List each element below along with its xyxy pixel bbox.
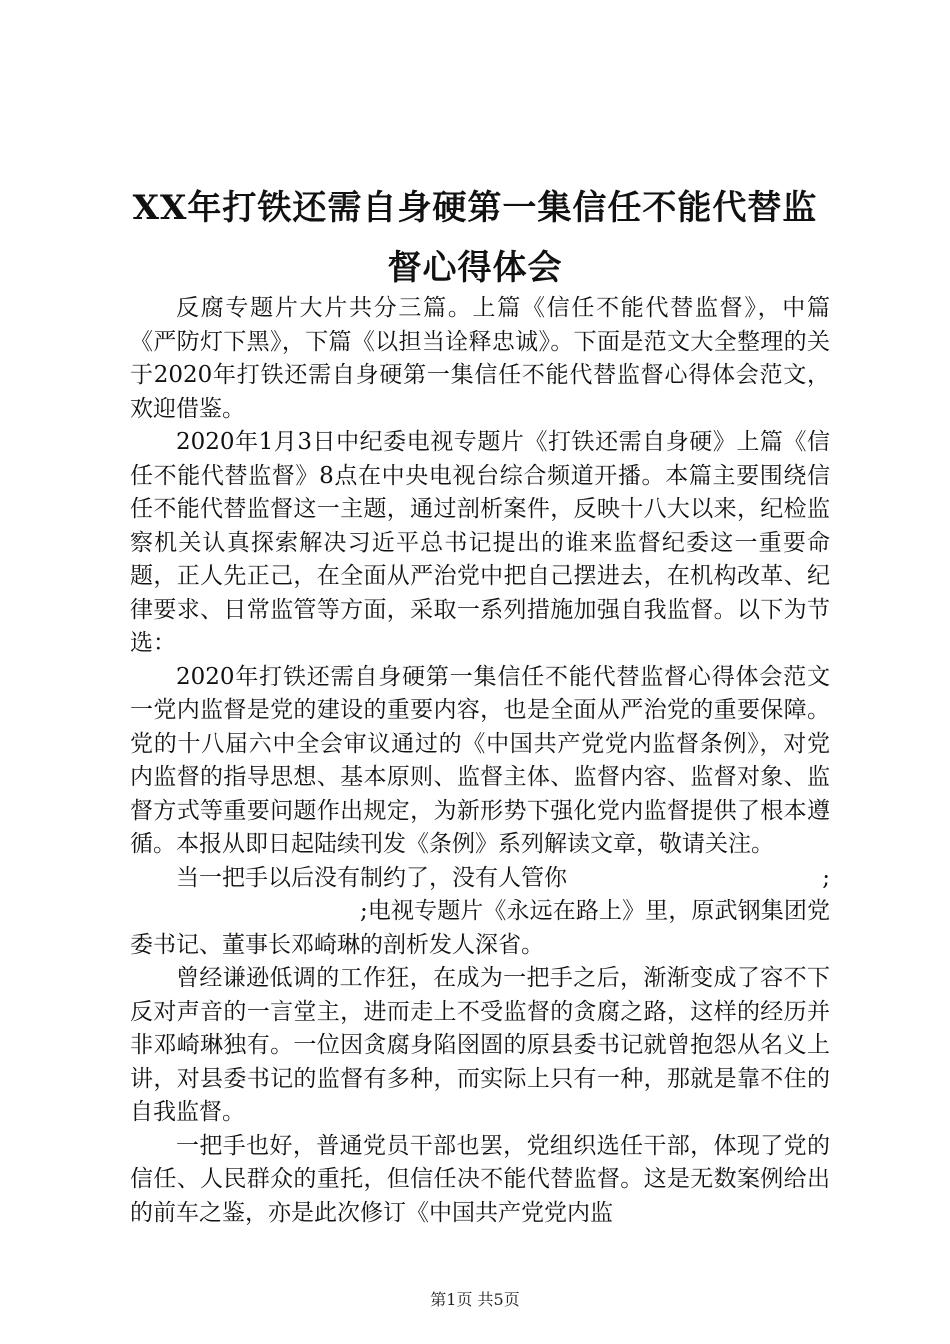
paragraph-intro: 反腐专题片大片共分三篇。上篇《信任不能代替监督》，中篇《严防灯下黑》，下篇《以担当诠释忠诚》。下面是范文大全整理的关于2020年打铁还需自身硬第一集信任不能代替监督心得体会范文，欢迎借鉴。 [130, 295, 830, 422]
quote-line-end: ; [822, 864, 830, 891]
quote-line [130, 862, 830, 896]
quote-continuation [130, 895, 830, 962]
paragraph-broadcast: 2020年1月3日中纪委电视专题片《打铁还需自身硬》上篇《信任不能代替监督》8点在中央电视台综合频道开播。本篇主要围绕信任不能代替监督这一主题，通过剖析案件，反映十八大以来，纪检监察机关认真探索解决习近平总书记提出的谁来监督纪委这一重要命题，正人先正己，在全面从严治党中把自己摆进去，在机构改革、纪律要求、日常监管等方面，采取一系列措施加强自我监督。以下为节选： [130, 429, 830, 656]
page-footer: 第1页 共5页 [430, 1290, 520, 1309]
document-body [130, 292, 830, 1230]
quote-continuation-text: ;电视专题片《永远在路上》里，原武钢集团党委书记、董事长邓崎琳的剖析发人深省。 [130, 898, 830, 958]
paragraph-workaholic: 曾经谦逊低调的工作狂，在成为一把手之后，渐渐变成了容不下反对声音的一言堂主，进而走上不受监督的贪腐之路，这样的经历并非邓崎琳独有。一位因贪腐身陷囹圄的原县委书记就曾抱怨从名义上讲，对县委书记的监督有多种，而实际上只有一种，那就是靠不住的自我监督。 [130, 965, 830, 1125]
quote-line-lead: 当一把手以后没有制约了，没有人管你 [176, 864, 567, 891]
document-title-line-1: XX年打铁还需自身硬第一集信任不能代替监 [132, 188, 818, 228]
paragraph-trust: 一把手也好，普通党员干部也罢，党组织选任干部，体现了党的信任、人民群众的重托，但信任决不能代替监督。这是无数案例给出的前车之鉴，亦是此次修订《中国共产党党内监 [130, 1132, 830, 1226]
document-title-line-2: 督心得体会 [387, 248, 563, 288]
paragraph-essay-one: 2020年打铁还需自身硬第一集信任不能代替监督心得体会范文一党内监督是党的建设的重要内容，也是全面从严治党的重要保障。党的十八届六中全会审议通过的《中国共产党党内监督条例》，对党内监督的指导思想、基本原则、监督主体、监督内容、监督对象、监督方式等重要问题作出规定，为新形势下强化党内监督提供了根本遵循。本报从即日起陆续刊发《条例》系列解读文章，敬请关注。 [130, 663, 830, 857]
